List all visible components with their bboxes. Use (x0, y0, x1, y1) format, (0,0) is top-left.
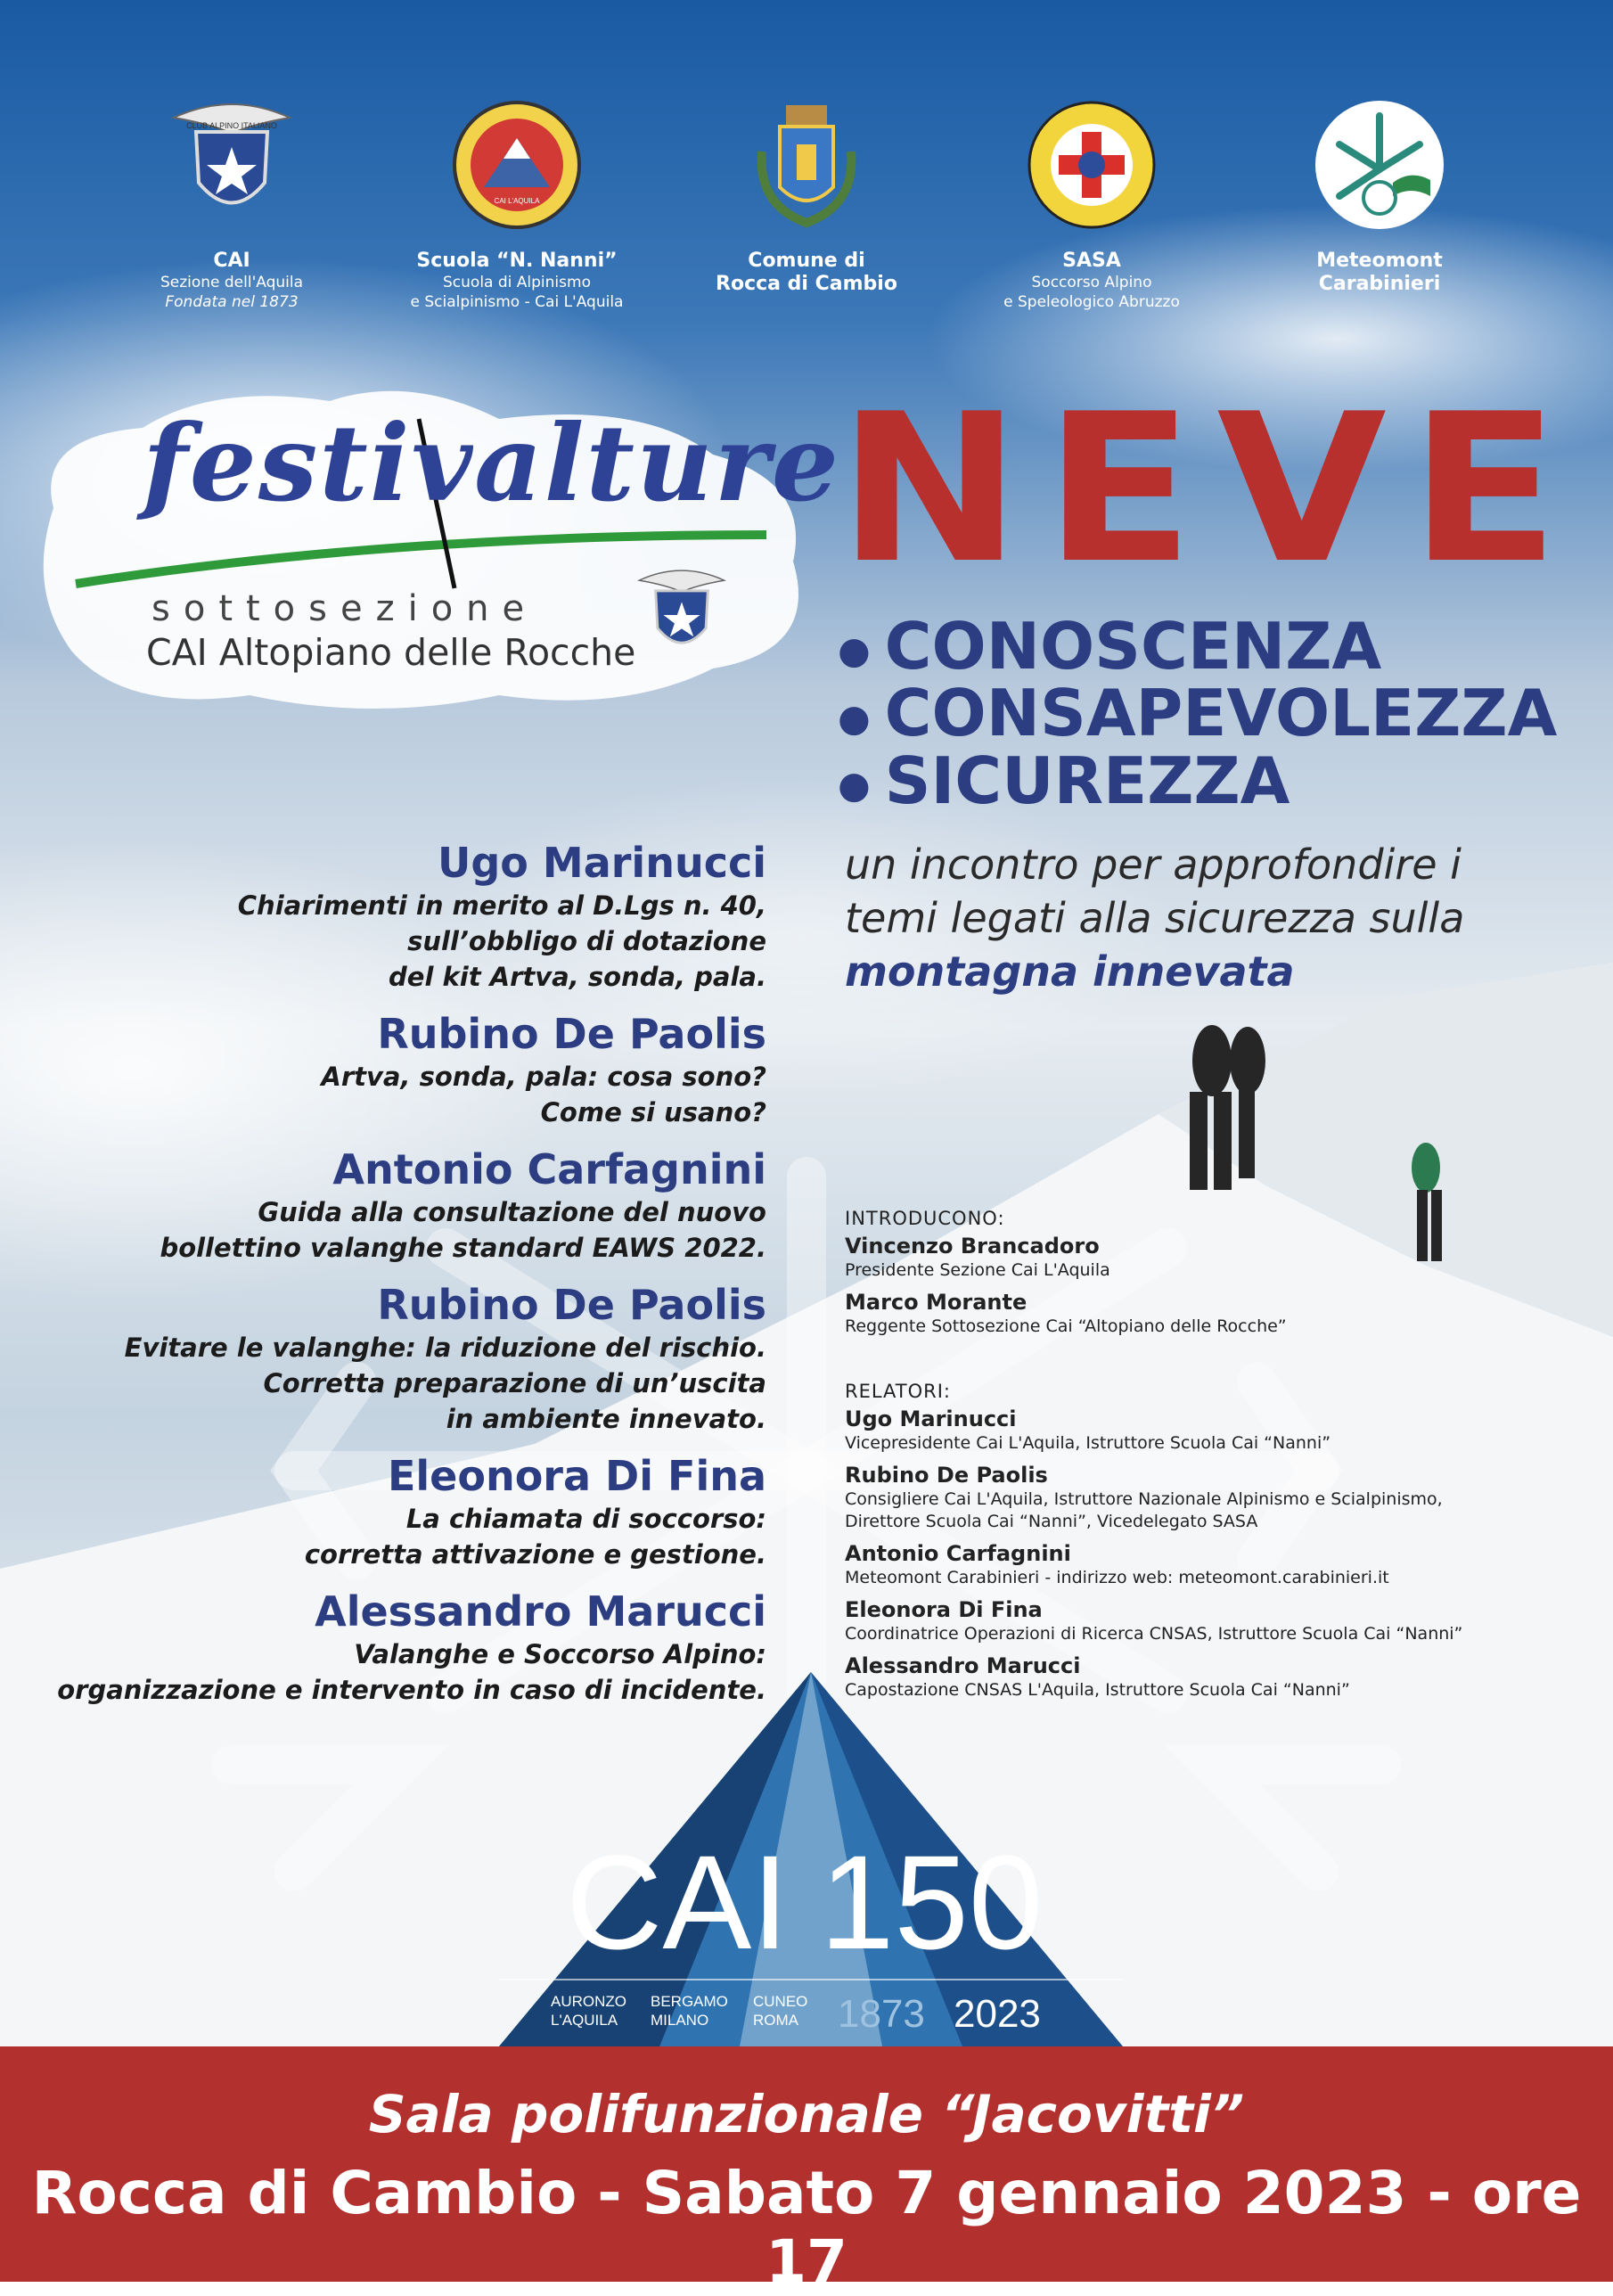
speaker-name: Ugo Marinucci (438, 839, 766, 887)
program-item (36, 1280, 766, 1437)
topic-item (838, 676, 1558, 751)
cai150-city2a: BERGAMO (651, 1993, 728, 2010)
speaker-name: Antonio Carfagnini (332, 1145, 766, 1193)
bullet-icon: ● (838, 628, 871, 673)
speaker-name: Eleonora Di Fina (387, 1452, 766, 1500)
cai-eagle-small-icon (633, 557, 731, 673)
relatore-role: Direttore Scuola Cai “Nanni”, Vicedelegato SASA (845, 1512, 1258, 1531)
cai150-logo (499, 1672, 1123, 2046)
logo-sasa-sub2: e Speleologico Abruzzo (1003, 293, 1180, 311)
cai150-city1b: L'AQUILA (551, 2012, 618, 2029)
logo-comune-name: Comune di (748, 250, 865, 272)
topic-item (838, 742, 1557, 818)
relatore-role: Coordinatrice Operazioni di Ricerca CNSAS, Istruttore Scuola Cai “Nanni” (845, 1624, 1463, 1644)
sasa-cross-icon (1025, 98, 1159, 232)
talk-desc: Come si usano? (540, 1097, 766, 1128)
program-item (36, 1009, 766, 1130)
topic-list (838, 609, 1558, 818)
logo-meteomont-sub1: Carabinieri (1318, 273, 1441, 295)
logo-sasa-sub1: Soccorso Alpino (1031, 274, 1152, 291)
talk-desc: La chiamata di soccorso: (405, 1504, 766, 1534)
relatore-name: Eleonora Di Fina (845, 1597, 1043, 1622)
speaker-name: Rubino De Paolis (377, 1281, 766, 1329)
program-item (36, 1451, 766, 1572)
program-list (36, 838, 766, 1722)
talk-desc: bollettino valanghe standard EAWS 2022. (160, 1233, 766, 1263)
logo-meteomont (1246, 98, 1513, 296)
cai150-brand: CAI (566, 1827, 790, 1977)
cai150-city2b: MILANO (651, 2012, 709, 2029)
intro-line: un incontro per approfondire i (845, 840, 1462, 889)
logo-comune (673, 98, 940, 296)
bullet-icon: ● (838, 695, 871, 740)
cai-eagle-icon (165, 98, 299, 232)
relatore-role: Consigliere Cai L'Aquila, Istruttore Nazionale Alpinismo e Scialpinismo, (845, 1489, 1443, 1509)
host-name: Vincenzo Brancadoro (845, 1234, 1100, 1259)
logo-cai-name: CAI (213, 250, 250, 272)
cai150-city1a: AURONZO (551, 1993, 626, 2010)
logo-cai (98, 98, 365, 312)
talk-desc: Evitare le valanghe: la riduzione del rischio. (124, 1332, 766, 1363)
talk-desc: organizzazione e intervento in caso di incidente. (57, 1675, 766, 1705)
comune-crest-icon (740, 98, 873, 232)
relatore-name: Alessandro Marucci (845, 1653, 1081, 1678)
cai150-city3b: ROMA (753, 2012, 798, 2029)
talk-desc: Valanghe e Soccorso Alpino: (354, 1639, 766, 1669)
scuola-badge-icon (450, 98, 584, 232)
speakers-credits (845, 1208, 1576, 1709)
program-item (36, 838, 766, 995)
festivalture-sub2: CAI Altopiano delle Rocche (146, 631, 636, 674)
logo-scuola-sub2: e Scialpinismo - Cai L'Aquila (410, 293, 624, 311)
relatore-role: Vicepresidente Cai L'Aquila, Istruttore Scuola Cai “Nanni” (845, 1433, 1331, 1453)
topic-label: CONSAPEVOLEZZA (884, 676, 1558, 751)
logo-cai-sub2: Fondata nel 1873 (165, 293, 299, 311)
logo-cai-sub1: Sezione dell'Aquila (160, 274, 304, 291)
event-date-time: Rocca di Cambio - Sabato 7 gennaio 2023 - ore 17 (31, 2159, 1582, 2296)
intro-text (845, 838, 1611, 998)
intro-line-strong: montagna innevata (845, 947, 1295, 996)
talk-desc: del kit Artva, sonda, pala. (389, 962, 766, 992)
logo-sasa-name: SASA (1062, 250, 1121, 272)
logo-scuola (383, 98, 651, 312)
scuola-center-text: CAI L'AQUILA (494, 197, 540, 205)
talk-desc: sull’obbligo di dotazione (407, 926, 766, 956)
topic-item (838, 609, 1557, 684)
host-role: Presidente Sezione Cai L'Aquila (845, 1260, 1110, 1280)
topic-label: CONOSCENZA (884, 609, 1382, 684)
talk-desc: Guida alla consultazione del nuovo (258, 1197, 766, 1227)
event-venue: Sala polifunzionale “Jacovitti” (368, 2084, 1245, 2144)
relatore-role: Meteomont Carabinieri - indirizzo web: meteomont.carabinieri.it (845, 1568, 1389, 1587)
bullet-icon: ● (838, 763, 871, 808)
speaker-name: Rubino De Paolis (377, 1010, 766, 1058)
cai150-year-start: 1873 (838, 1992, 925, 2036)
relatore-name: Antonio Carfagnini (845, 1541, 1071, 1566)
festivalture-sub1: sottosezione (151, 588, 538, 629)
talk-desc: corretta attivazione e gestione. (304, 1539, 766, 1570)
speaker-name: Alessandro Marucci (315, 1587, 766, 1636)
main-title: NEVE (838, 371, 1583, 609)
host-name: Marco Morante (845, 1290, 1028, 1315)
festivalture-badge (36, 383, 840, 713)
logo-scuola-name: Scuola “N. Nanni” (416, 250, 618, 272)
logo-sasa (958, 98, 1225, 312)
cai-badge-text: CLUB ALPINO ITALIANO (186, 121, 277, 130)
relatore-name: Rubino De Paolis (845, 1463, 1048, 1488)
introducono-heading: INTRODUCONO: (845, 1208, 1005, 1229)
festivalture-word: festivalture (143, 401, 840, 525)
relatore-role: Capostazione CNSAS L'Aquila, Istruttore Scuola Cai “Nanni” (845, 1680, 1350, 1700)
relatore-name: Ugo Marinucci (845, 1406, 1017, 1431)
talk-desc: Corretta preparazione di un’uscita (263, 1368, 766, 1398)
topic-label: SICUREZZA (884, 742, 1290, 818)
talk-desc: in ambiente innevato. (446, 1404, 766, 1434)
meteomont-snowflake-icon (1313, 98, 1446, 232)
logo-scuola-sub1: Scuola di Alpinismo (443, 274, 591, 291)
talk-desc: Artva, sonda, pala: cosa sono? (321, 1062, 766, 1092)
talk-desc: Chiarimenti in merito al D.Lgs n. 40, (237, 890, 766, 921)
cai150-city3a: CUNEO (753, 1993, 808, 2010)
cai150-year-end: 2023 (954, 1992, 1041, 2036)
program-item (36, 1144, 766, 1266)
logo-comune-sub1: Rocca di Cambio (716, 273, 897, 295)
cai150-number: 150 (820, 1827, 1044, 1977)
relatori-heading: RELATORI: (845, 1381, 951, 1402)
logo-meteomont-name: Meteomont (1316, 250, 1443, 272)
host-role: Reggente Sottosezione Cai “Altopiano delle Rocche” (845, 1316, 1287, 1336)
intro-line: temi legati alla sicurezza sulla (845, 894, 1465, 942)
